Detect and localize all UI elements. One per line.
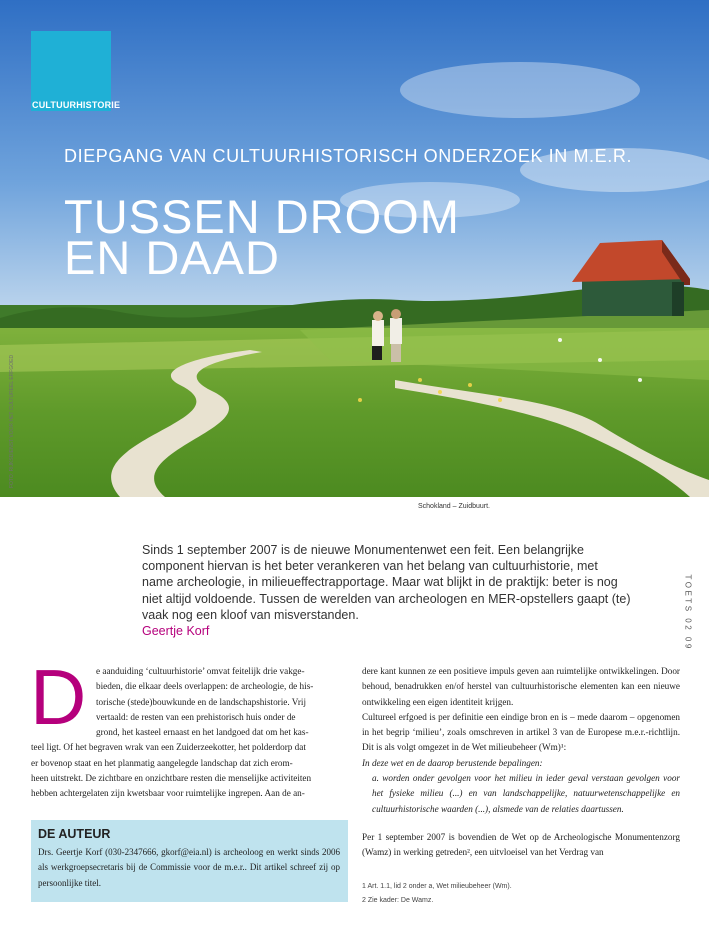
photo-credit-text: FOTO: RIJKSDIENST VOOR HET CULTUREEL ERFGOED xyxy=(9,354,15,488)
body-paragraph: dere kant kunnen ze een positieve impuls geven aan ruimtelijke ontwikkelingen. Door behoud, benadrukken en/of herstel van cultuurhistorische elementen kan een nieuwe ontwikkeling een eigen identiteit krijgen. xyxy=(362,666,680,707)
law-quote-item xyxy=(362,771,680,817)
body-line: er bovenop staat en het planmatig aangelegde landschap dat zich erom- xyxy=(31,757,293,768)
footnote-1: 1 Art. 1.1, lid 2 onder a, Wet milieubeheer (Wm). xyxy=(362,883,512,890)
photo-caption: Schokland – Zuidbuurt. xyxy=(418,503,490,510)
drop-cap: D xyxy=(30,653,87,741)
article-title xyxy=(64,190,460,284)
footnotes xyxy=(362,880,512,908)
author-box-text: Drs. Geertje Korf (030-2347666, gkorf@eia.nl) is archeoloog en werkt sinds 2006 als werkgroepsecretaris bij de Commissie voor de m.e.r.. Dit artikel schreef zij op persoonlijke titel. xyxy=(38,847,340,888)
body-line: bieden, die elkaar deels overlappen: de archeologie, de his- xyxy=(96,681,314,692)
section-color-block xyxy=(31,31,111,111)
journal-vertical-label xyxy=(683,574,695,651)
body-line: e aanduiding ‘cultuurhistorie’ omvat feitelijk drie vakge- xyxy=(96,666,305,676)
body-column-1 xyxy=(31,664,346,802)
body-paragraph: Cultureel erfgoed is per definitie een eindige bron en is – mede daarom – opgenomen in het begrip ‘milieu’, zoals omschreven in artikel 3 van de Europese m.e.r.-richtlijn. Dit is als volgt omgezet in de Wet milieubeheer (Wm)¹: xyxy=(362,711,680,753)
title-line-2: EN DAAD xyxy=(64,231,280,284)
body-line: grond, het kasteel ernaast en het landgoed dat om het kas- xyxy=(96,727,309,738)
title-line-1: TUSSEN DROOM xyxy=(64,190,460,243)
author-box-heading: DE AUTEUR xyxy=(38,827,111,841)
body-column-2 xyxy=(362,664,680,817)
footnote-2: 2 Zie kader: De Wamz. xyxy=(362,897,434,904)
body-column-2-continued: Per 1 september 2007 is bovendien de Wet op de Archeologische Monumentenzorg (Wamz) in werking getreden², een uitvloeisel van het Verdrag van xyxy=(362,832,680,858)
journal-vertical-text: TOETS 02 09 xyxy=(683,574,693,651)
law-quote-item-text: a. worden onder gevolgen voor het milieu in ieder geval verstaan gevolgen voor het fysieke milieu (...) en van landschappelijke, natuurwetenschappelijke en cultuurhistorische waarden (...), alsmede van de relaties daartussen. xyxy=(372,773,680,814)
intro-paragraph xyxy=(142,542,632,639)
law-quote-intro-text: In deze wet en de daarop berustende bepalingen: xyxy=(362,757,543,768)
body-line: heen uitstrekt. De zichtbare en onzichtbare resten die menselijke activiteiten xyxy=(31,773,312,784)
photo-credit xyxy=(7,340,19,490)
intro-author: Geertje Korf xyxy=(142,624,210,639)
body-line: hebben achtergelaten zijn kwetsbaar voor ruimtelijke ingrepen. Aan de an- xyxy=(31,788,305,799)
body-line: teel ligt. Of het begraven wrak van een Zuiderzeekotter, het polderdorp dat xyxy=(31,742,306,753)
law-quote-intro xyxy=(362,756,680,771)
article-kicker: DIEPGANG VAN CULTUURHISTORISCH ONDERZOEK IN M.E.R. xyxy=(64,146,633,166)
body-line: vertaald: de resten van een prehistorisch huis onder de xyxy=(96,711,296,722)
body-line: torische (stede)bouwkunde en de landschapshistorie. Vrij xyxy=(96,696,307,707)
intro-text: Sinds 1 september 2007 is de nieuwe Monumentenwet een feit. Een belangrijke component hiervan is het beter verankeren van het belang van cultuurhistorie, met name archeologie, in milieueffectrapportage. Maar wat blijkt in de praktijk: beter is nog niet altijd voldoende. Tussen de werelden van archeologen en MER-opstellers gaapt (te) vaak nog een kloof van misverstanden. xyxy=(142,543,631,622)
section-tag: CULTUURHISTORIE xyxy=(32,100,121,110)
